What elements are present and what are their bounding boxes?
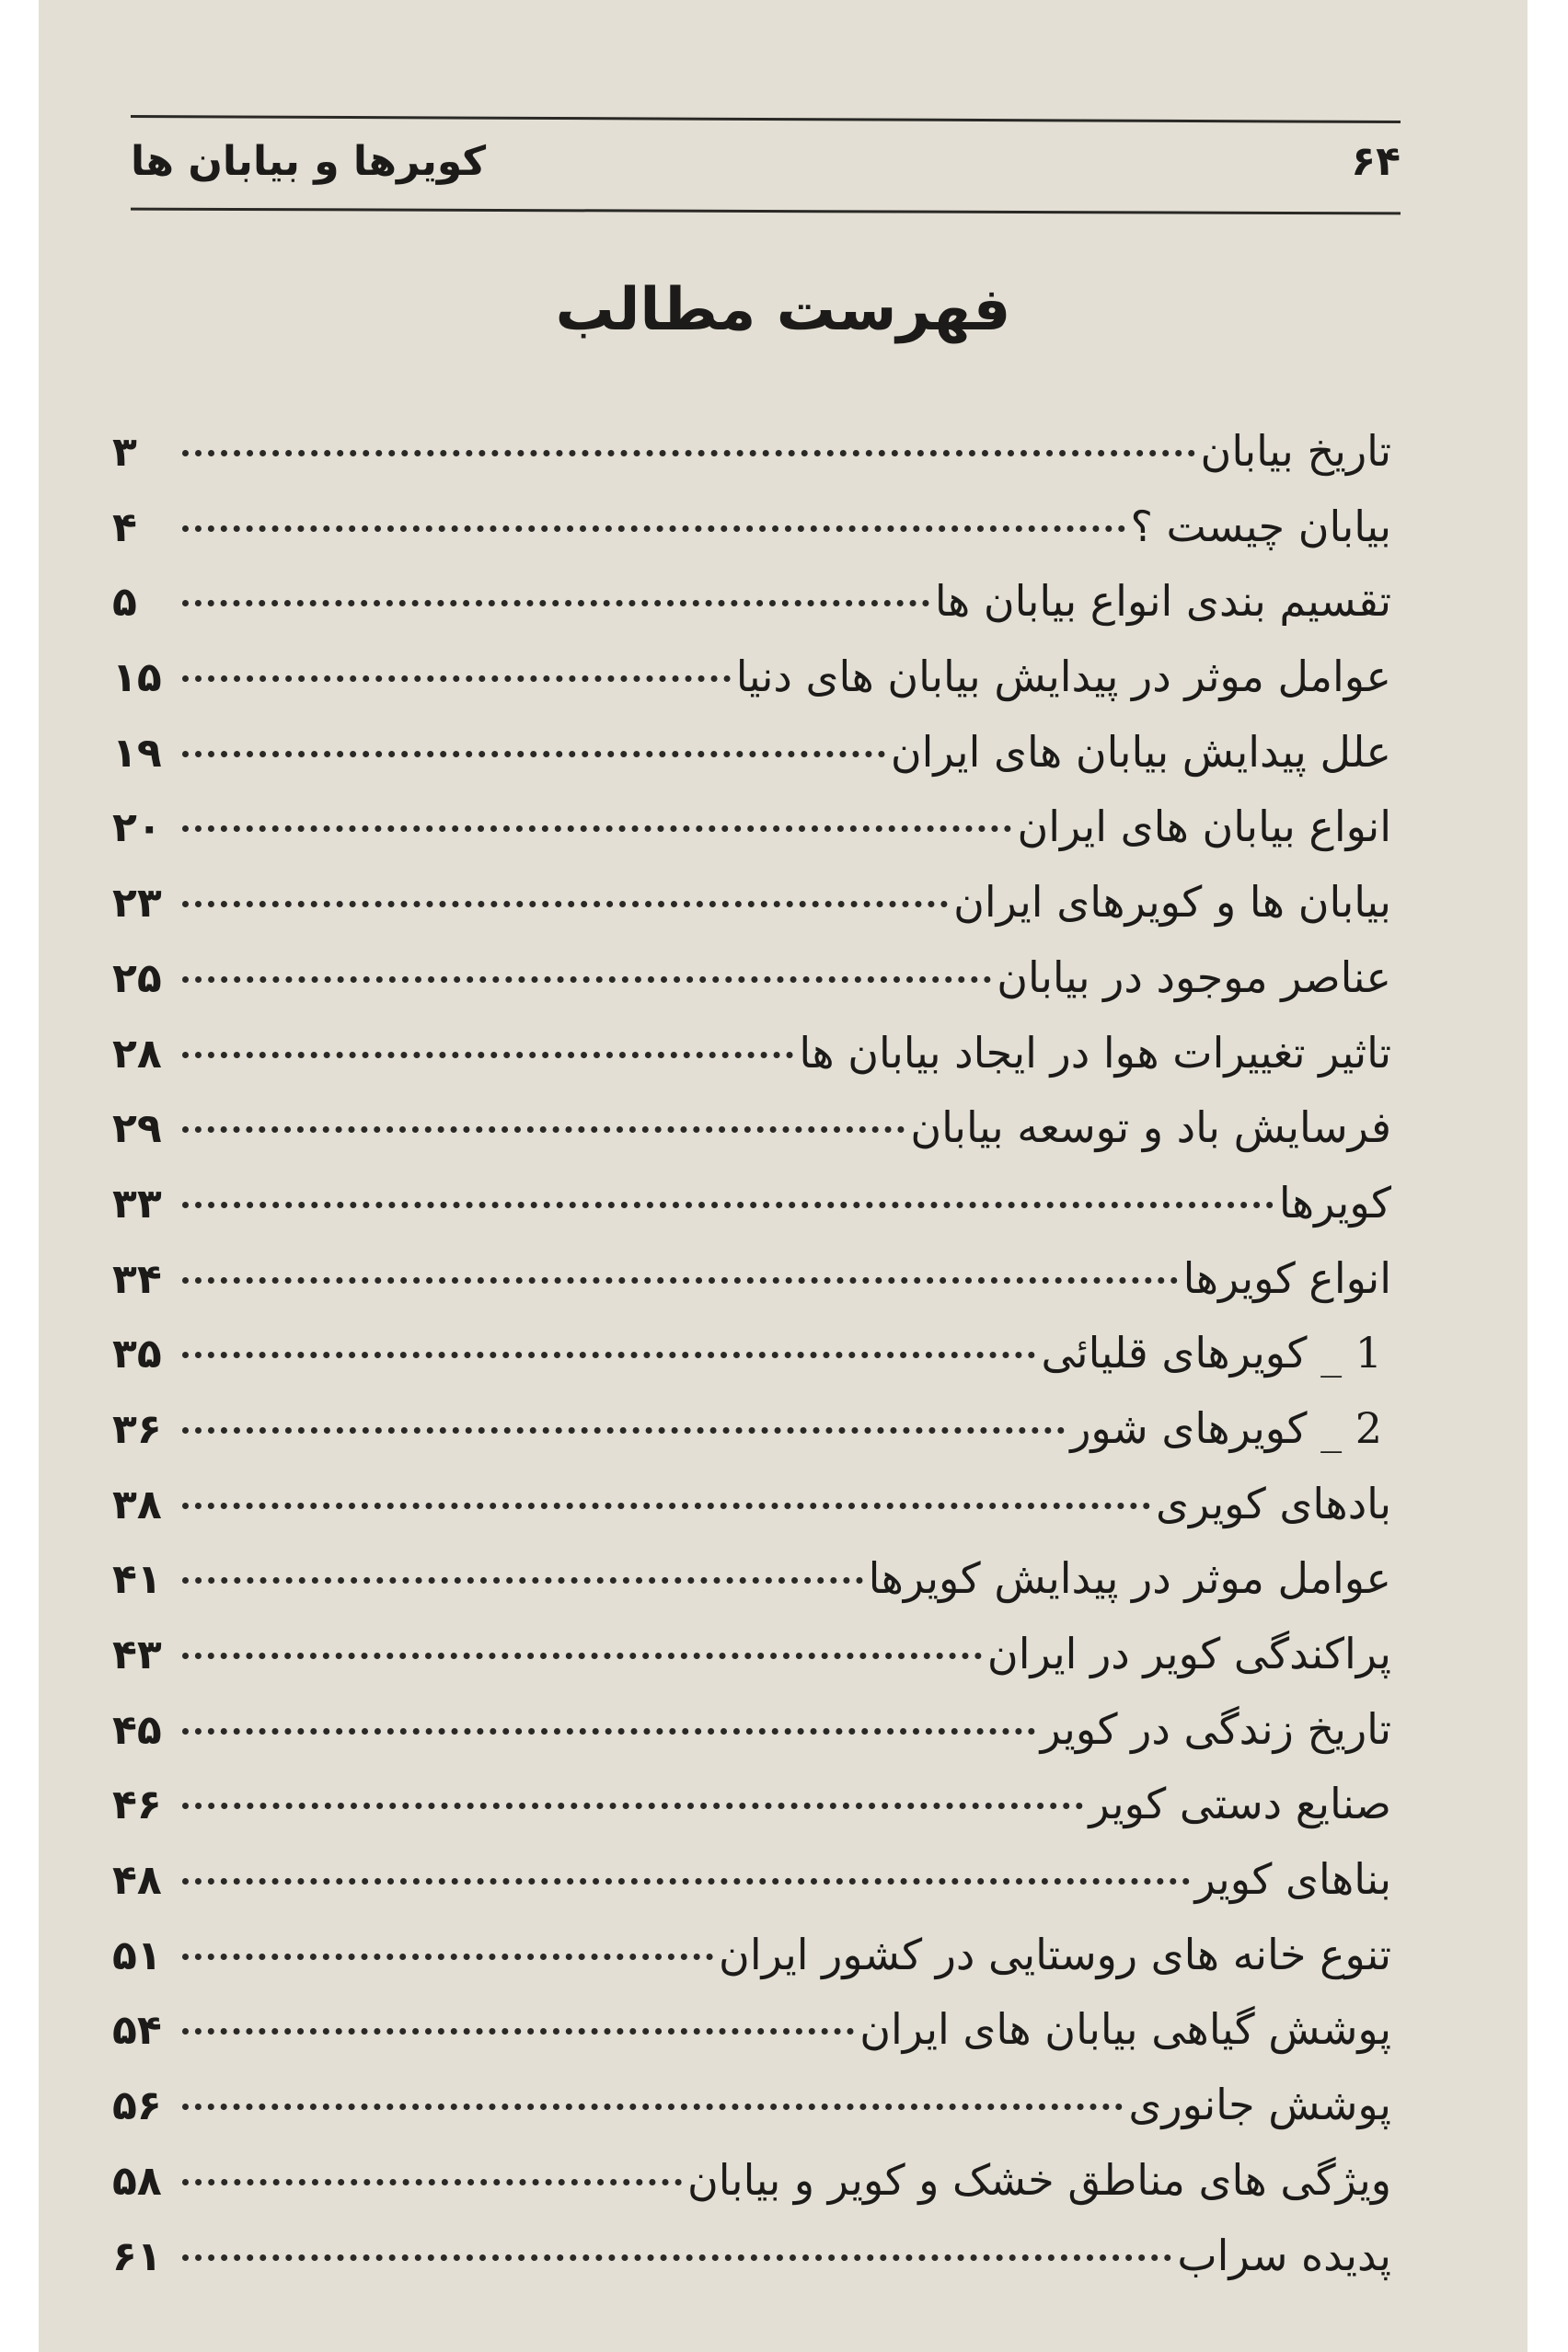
toc-entry-page: ۴ xyxy=(112,503,137,551)
table-of-contents xyxy=(112,423,1391,2302)
toc-entry-page: ۲۸ xyxy=(112,1030,162,1078)
toc-entry-label: انواع کویرها xyxy=(1182,1252,1391,1303)
toc-entry-label: کویرها xyxy=(1278,1177,1391,1228)
toc-entry-label: 1 _ کویرهای قلیائی xyxy=(1041,1328,1382,1378)
toc-entry xyxy=(112,799,1391,874)
toc-entry-label: تقسیم بندی انواع بیابان ها xyxy=(934,576,1391,627)
dot-leader xyxy=(182,1728,1035,1735)
toc-entry-label: انواع بیابان های ایران xyxy=(1017,801,1391,852)
header-top-rule xyxy=(131,115,1401,123)
toc-entry-label: تاریخ زندگی در کویر xyxy=(1040,1703,1391,1754)
dot-leader xyxy=(182,1503,1150,1509)
toc-entry-page: ۲۵ xyxy=(112,954,162,1002)
toc-entry xyxy=(112,1626,1391,1701)
toc-entry xyxy=(112,874,1391,950)
toc-entry-page: ۳۵ xyxy=(112,1331,162,1378)
dot-leader xyxy=(182,1352,1035,1358)
toc-entry-label: عوامل موثر در پیدایش بیابان های دنیا xyxy=(735,651,1391,702)
toc-entry-page: ۴۱ xyxy=(112,1556,162,1604)
toc-entry xyxy=(112,1701,1391,1777)
toc-entry xyxy=(112,1025,1391,1101)
toc-entry-label: پوشش جانوری xyxy=(1128,2080,1391,2130)
toc-entry-label: علل پیدایش بیابان های ایران xyxy=(890,726,1391,777)
toc-entry xyxy=(112,950,1391,1025)
dot-leader xyxy=(182,1277,1178,1284)
toc-entry-label: پدیده سراب xyxy=(1177,2230,1391,2280)
toc-entry-page: ۴۸ xyxy=(112,1857,162,1905)
dot-leader xyxy=(182,1803,1083,1809)
dot-leader xyxy=(182,450,1195,456)
dot-leader xyxy=(182,2179,682,2185)
toc-entry xyxy=(112,2152,1391,2228)
toc-entry xyxy=(112,423,1391,499)
toc-entry-page: ۳۳ xyxy=(112,1180,162,1228)
page-number: ۶۴ xyxy=(1351,138,1401,185)
toc-entry-page: ۳۴ xyxy=(112,1255,162,1303)
toc-entry-page: ۴۶ xyxy=(112,1781,162,1829)
toc-entry-page: ۵۴ xyxy=(112,2007,162,2055)
toc-entry-label: تنوع خانه های روستایی در کشور ایران xyxy=(719,1929,1391,1979)
header-bottom-rule xyxy=(131,208,1401,215)
toc-entry-page: ۳۶ xyxy=(112,1405,162,1453)
dot-leader xyxy=(182,1653,982,1659)
dot-leader xyxy=(182,1202,1274,1208)
toc-entry-label: پراکندگی کویر در ایران xyxy=(986,1629,1391,1678)
toc-entry-page: ۱۵ xyxy=(112,654,162,702)
dot-leader xyxy=(182,525,1125,532)
toc-entry xyxy=(112,1776,1391,1851)
toc-entry xyxy=(112,1325,1391,1401)
toc-entry-label: بیابان ها و کویرهای ایران xyxy=(953,877,1391,928)
toc-entry-label: صنایع دستی کویر xyxy=(1089,1779,1391,1829)
dot-leader xyxy=(182,2254,1171,2261)
toc-entry-label: عوامل موثر در پیدایش کویرها xyxy=(868,1553,1391,1604)
toc-entry-page: ۲۰ xyxy=(112,804,162,852)
toc-entry xyxy=(112,1476,1391,1551)
running-title: کویرها و بیابان ها xyxy=(131,138,487,185)
toc-entry-label: 2 _ کویرهای شور xyxy=(1070,1402,1382,1453)
dot-leader xyxy=(182,600,929,606)
toc-entry-page: ۵ xyxy=(112,579,137,627)
toc-entry xyxy=(112,1851,1391,1927)
toc-entry-page: ۳۸ xyxy=(112,1481,162,1528)
dot-leader xyxy=(182,901,948,907)
toc-entry-page: ۶۱ xyxy=(112,2232,162,2280)
toc-entry-page: ۵۱ xyxy=(112,1931,162,1979)
toc-entry xyxy=(112,1551,1391,1626)
toc-entry-page: ۲۹ xyxy=(112,1105,162,1153)
toc-entry-page: ۵۸ xyxy=(112,2157,162,2205)
toc-title: فهرست مطالب xyxy=(555,276,1011,344)
toc-entry-page: ۵۶ xyxy=(112,2082,162,2130)
toc-entry xyxy=(112,649,1391,724)
dot-leader xyxy=(182,1052,793,1058)
toc-entry xyxy=(112,1175,1391,1251)
toc-entry-label: بناهای کویر xyxy=(1194,1854,1391,1905)
toc-entry-label: عناصر موجود در بیابان xyxy=(997,951,1391,1002)
dot-leader xyxy=(182,825,1011,832)
toc-entry xyxy=(112,2077,1391,2152)
toc-entry-label: بادهای کویری xyxy=(1155,1478,1391,1528)
dot-leader xyxy=(182,751,885,757)
toc-entry xyxy=(112,1401,1391,1476)
dot-leader xyxy=(182,2028,854,2035)
toc-entry-label: ویژگی های مناطق خشک و کویر و بیابان xyxy=(687,2154,1391,2205)
toc-entry-label: پوشش گیاهی بیابان های ایران xyxy=(859,2004,1391,2055)
toc-entry xyxy=(112,1100,1391,1175)
toc-entry-label: فرسایش باد و توسعه بیابان xyxy=(910,1102,1391,1153)
toc-entry xyxy=(112,499,1391,574)
toc-entry-page: ۴۵ xyxy=(112,1706,162,1754)
dot-leader xyxy=(182,1126,905,1133)
toc-entry-page: ۴۳ xyxy=(112,1631,162,1678)
dot-leader xyxy=(182,675,731,682)
toc-entry-page: ۲۳ xyxy=(112,880,162,928)
toc-entry xyxy=(112,2001,1391,2077)
dot-leader xyxy=(182,2104,1123,2110)
toc-entry xyxy=(112,1251,1391,1326)
toc-entry xyxy=(112,724,1391,800)
dot-leader xyxy=(182,1577,863,1584)
toc-entry-page: ۱۹ xyxy=(112,729,162,777)
toc-entry xyxy=(112,573,1391,649)
dot-leader xyxy=(182,1427,1065,1434)
toc-entry-label: تاثیر تغییرات هوا در ایجاد بیابان ها xyxy=(799,1027,1391,1078)
dot-leader xyxy=(182,1954,713,1960)
toc-entry-label: تاریخ بیابان xyxy=(1200,426,1391,476)
book-page xyxy=(39,0,1528,2352)
dot-leader xyxy=(182,1878,1190,1885)
toc-entry-label: بیابان چیست ؟ xyxy=(1130,501,1391,551)
toc-entry-page: ۳ xyxy=(112,429,137,476)
toc-entry xyxy=(112,2228,1391,2303)
dot-leader xyxy=(182,976,991,983)
toc-entry xyxy=(112,1927,1391,2002)
